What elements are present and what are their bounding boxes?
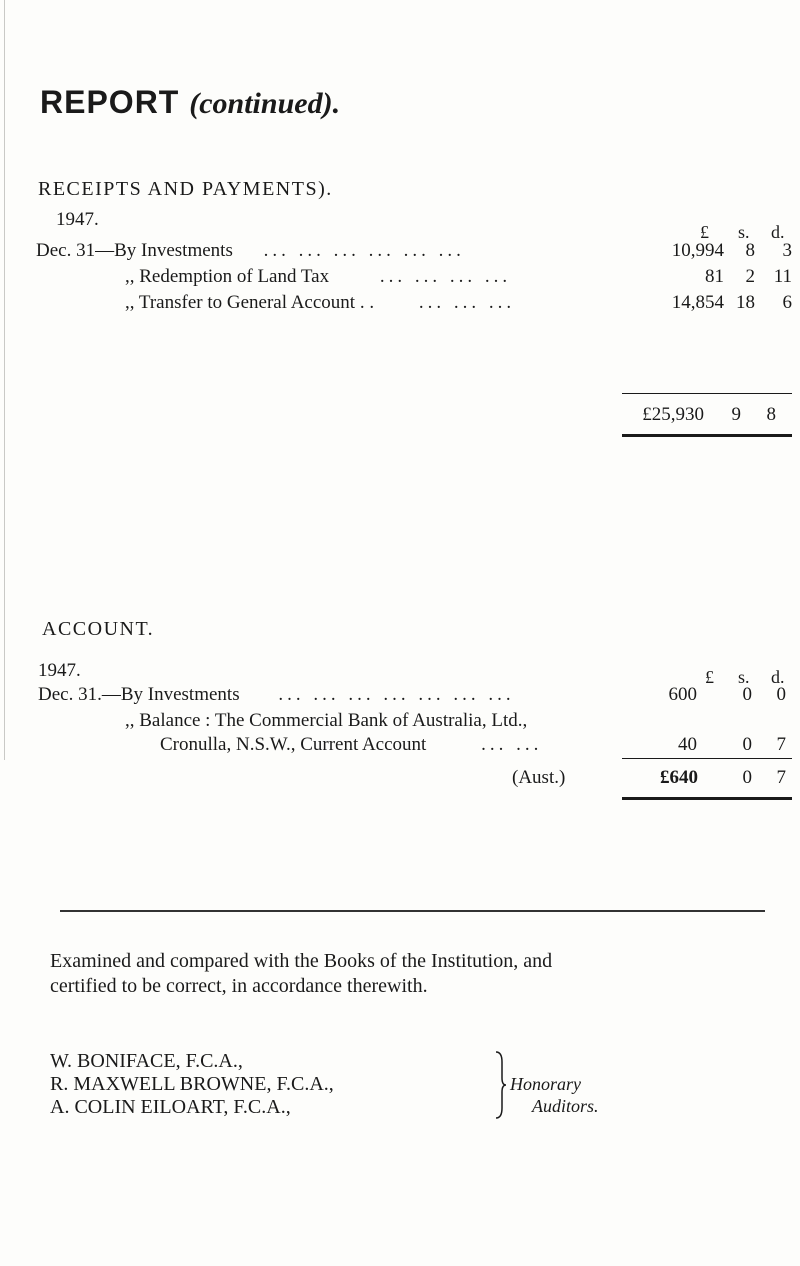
receipts-total-shillings: 9 bbox=[731, 404, 741, 425]
account-year: 1947. bbox=[38, 660, 81, 681]
account-total-shillings: 0 bbox=[742, 767, 752, 788]
receipts-year: 1947. bbox=[56, 209, 99, 230]
receipts-col-pounds: £ bbox=[700, 222, 709, 242]
row-prefix: ,, bbox=[125, 266, 135, 287]
account-col-pence: d. bbox=[771, 667, 785, 687]
receipts-col-shillings: s. bbox=[738, 222, 750, 242]
section-divider bbox=[60, 910, 765, 912]
auditor-name: R. MAXWELL BROWNE, F.C.A., bbox=[50, 1073, 334, 1095]
table-row bbox=[38, 684, 515, 706]
total-rule-double bbox=[622, 434, 792, 437]
row-prefix: —By bbox=[95, 240, 137, 261]
auditors-role-line-2: Auditors. bbox=[532, 1096, 599, 1116]
account-total-pounds: £640 bbox=[660, 767, 698, 788]
row-shillings: 2 bbox=[745, 266, 755, 287]
total-rule-top bbox=[622, 393, 792, 394]
table-row bbox=[160, 734, 542, 756]
row-shillings: 0 bbox=[742, 684, 752, 705]
row-leader: ... ... ... ... ... ... ... bbox=[278, 684, 515, 705]
row-shillings: 18 bbox=[736, 292, 755, 313]
row-pence: 3 bbox=[782, 240, 792, 261]
table-row bbox=[36, 240, 465, 262]
table-row bbox=[125, 292, 515, 314]
row-pence: 11 bbox=[773, 266, 792, 287]
account-title: ACCOUNT. bbox=[42, 618, 155, 640]
auditor-name: W. BONIFACE, F.C.A., bbox=[50, 1050, 243, 1072]
receipts-total-pounds: £25,930 bbox=[642, 404, 704, 425]
table-row bbox=[125, 266, 511, 288]
row-shillings: 8 bbox=[745, 240, 755, 261]
row-prefix: ,, bbox=[125, 710, 135, 731]
row-label: Redemption of Land Tax bbox=[139, 266, 330, 287]
row-label: Transfer to General Account . . bbox=[138, 292, 375, 313]
row-pounds: 40 bbox=[678, 734, 697, 755]
auditors-brace bbox=[494, 1050, 508, 1120]
account-total-pence: 7 bbox=[776, 767, 786, 788]
heading-title: REPORT bbox=[40, 84, 180, 120]
row-date: Dec. 31 bbox=[38, 684, 98, 705]
row-pounds: 10,994 bbox=[671, 240, 724, 261]
account-col-shillings: s. bbox=[738, 667, 750, 687]
table-row bbox=[125, 710, 527, 732]
page-heading bbox=[40, 84, 340, 121]
row-leader: ... ... ... ... ... ... bbox=[263, 240, 465, 261]
account-total-prefix: (Aust.) bbox=[512, 767, 566, 788]
receipts-total-pence: 8 bbox=[766, 404, 776, 425]
row-pence: 0 bbox=[776, 684, 786, 705]
row-prefix: ,, bbox=[125, 292, 135, 313]
certification-line-2: certified to be correct, in accordance therewith. bbox=[50, 975, 428, 997]
row-leader: ... ... ... ... bbox=[379, 266, 512, 287]
account-col-pounds: £ bbox=[705, 667, 714, 687]
row-pounds: 14,854 bbox=[671, 292, 724, 313]
total-rule-double bbox=[622, 797, 792, 800]
row-pounds: 81 bbox=[705, 266, 724, 287]
auditor-name: A. COLIN EILOART, F.C.A., bbox=[50, 1096, 291, 1118]
row-leader: ... ... ... bbox=[418, 292, 516, 313]
row-date: Dec. 31 bbox=[36, 240, 96, 261]
page-edge-rule bbox=[4, 0, 5, 760]
row-pounds: 600 bbox=[668, 684, 697, 705]
heading-continued: (continued). bbox=[189, 87, 341, 120]
auditors-role-line-1: Honorary bbox=[510, 1074, 581, 1094]
certification-line-1: Examined and compared with the Books of the Institution, and bbox=[50, 950, 553, 972]
row-prefix: .—By bbox=[97, 684, 144, 705]
row-pence: 7 bbox=[776, 734, 786, 755]
row-leader: ... ... bbox=[481, 734, 543, 755]
receipts-col-pence: d. bbox=[771, 222, 785, 242]
row-label: Investments bbox=[141, 240, 233, 261]
row-shillings: 0 bbox=[742, 734, 752, 755]
receipts-title: RECEIPTS AND PAYMENTS). bbox=[38, 178, 333, 200]
row-pence: 6 bbox=[782, 292, 792, 313]
row-label: Investments bbox=[147, 684, 240, 705]
row-label: Cronulla, N.S.W., Current Account bbox=[160, 734, 427, 755]
total-rule-top bbox=[622, 758, 792, 759]
row-label: Balance : The Commercial Bank of Australia, Ltd., bbox=[139, 710, 528, 731]
